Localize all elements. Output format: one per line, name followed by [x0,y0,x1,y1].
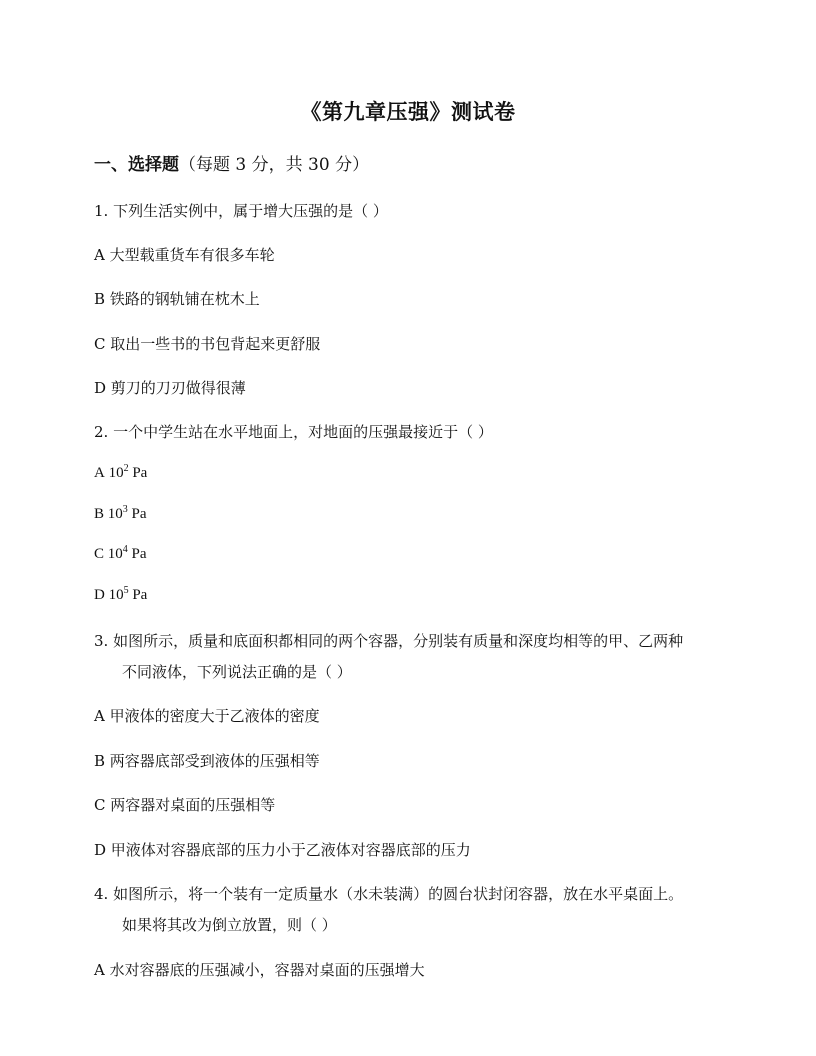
option-letter: A [94,465,105,481]
option-unit: Pa [132,465,148,481]
question-3-option-d: D 甲液体对容器底部的压力小于乙液体对容器底部的压力 [94,841,471,859]
question-1-option-b: B 铁路的钢轨铺在枕木上 [94,290,260,308]
option-letter: D [94,587,105,603]
question-2-option-b [94,506,147,523]
option-base: 10 [108,587,124,603]
question-2-option-a [94,465,147,482]
option-exponent: 4 [122,544,128,555]
question-1-option-c: C 取出一些书的书包背起来更舒服 [94,335,321,353]
section-heading-label: 一、选择题 [94,155,179,175]
question-4-stem-line-1: 4. 如图所示，将一个装有一定质量水（水未装满）的圆台状封闭容器，放在水平桌面上。 [94,885,684,903]
section-heading [94,150,369,175]
question-4-option-a: A 水对容器底的压强减小，容器对桌面的压强增大 [94,961,425,979]
option-unit: Pa [132,587,148,603]
question-3-option-a: A 甲液体的密度大于乙液体的密度 [94,707,320,725]
option-letter: C [94,546,105,562]
question-3-option-c: C 两容器对桌面的压强相等 [94,796,276,814]
option-unit: Pa [131,506,147,522]
option-exponent: 3 [122,504,128,515]
question-1-stem: 1. 下列生活实例中，属于增大压强的是（ ） [94,202,388,220]
option-base: 10 [107,546,123,562]
question-1-option-a: A 大型载重货车有很多车轮 [94,246,275,264]
question-2-stem: 2. 一个中学生站在水平地面上，对地面的压强最接近于（ ） [94,423,493,441]
page-title: 《第九章压强》测试卷 [300,99,516,124]
question-3-stem-line-2: 不同液体，下列说法正确的是（ ） [122,663,352,681]
question-2-option-d [94,587,147,604]
option-exponent: 5 [123,585,129,596]
option-unit: Pa [131,546,147,562]
section-heading-note: （每题 3 分，共 30 分） [179,155,370,175]
question-4-stem-line-2: 如果将其改为倒立放置，则（ ） [122,916,337,934]
option-exponent: 2 [123,463,129,474]
question-1-option-d: D 剪刀的刀刃做得很薄 [94,379,246,397]
question-3-option-b: B 两容器底部受到液体的压强相等 [94,752,320,770]
question-2-option-c [94,546,147,563]
option-base: 10 [108,465,124,481]
option-base: 10 [107,506,123,522]
question-3-stem-line-1: 3. 如图所示，质量和底面积都相同的两个容器，分别装有质量和深度均相等的甲、乙两种 [94,632,684,650]
option-letter: B [94,506,105,522]
